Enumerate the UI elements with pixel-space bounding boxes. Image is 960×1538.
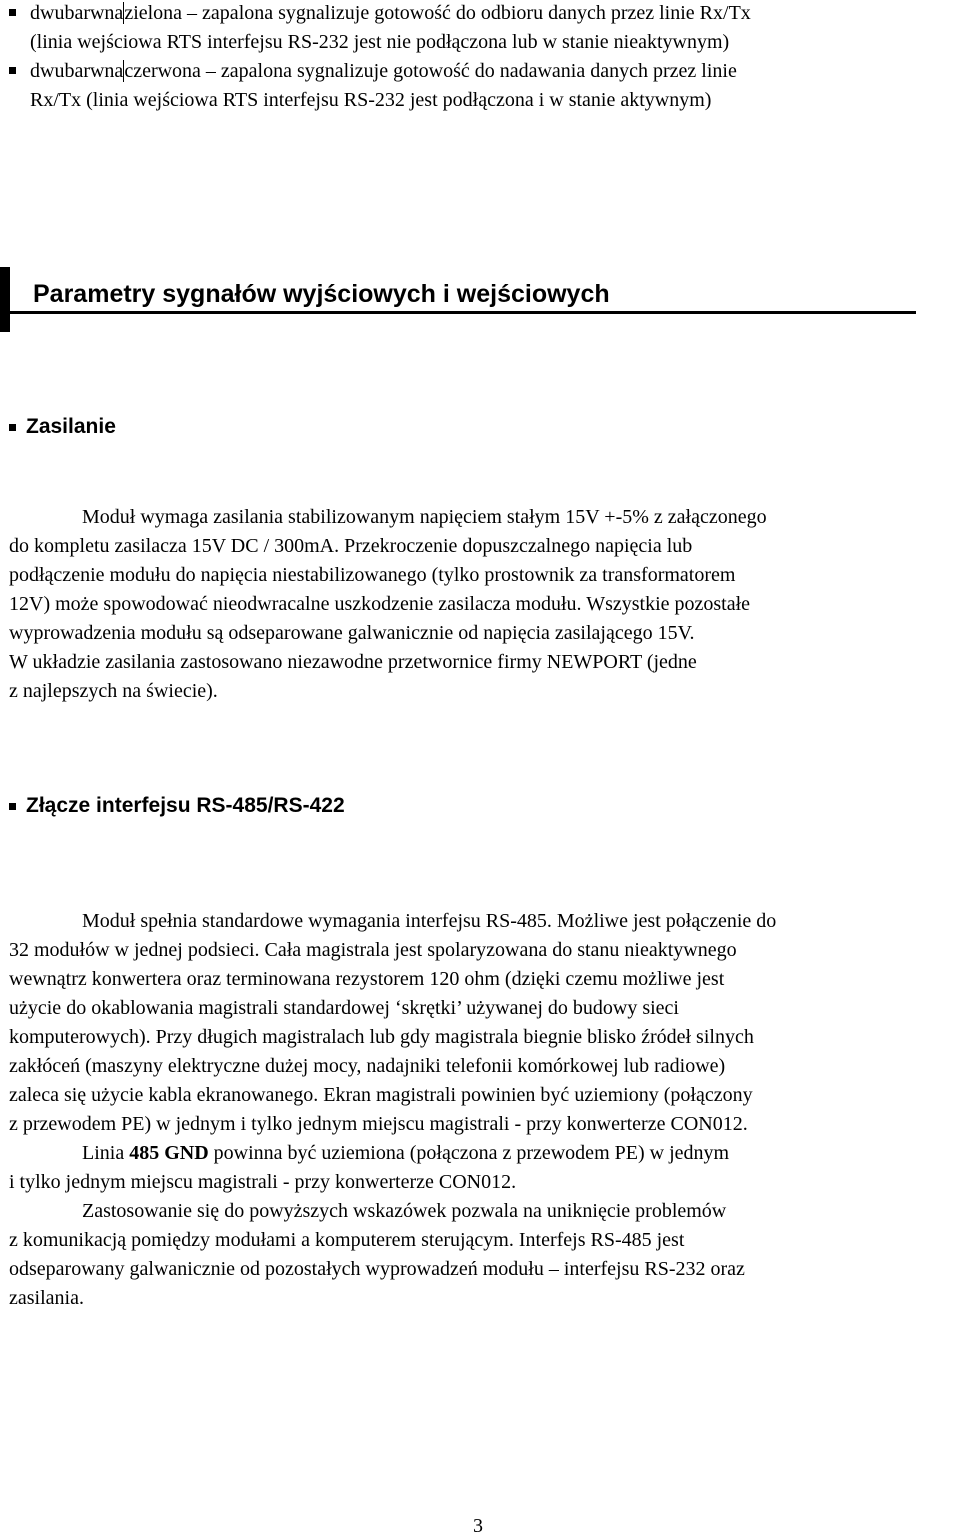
power-line-5: wyprowadzenia modułu są odseparowane galwanicznie od napięcia zasilającego 15V. bbox=[9, 622, 695, 644]
rs485-para1-line-1: Moduł spełnia standardowe wymagania interfejsu RS-485. Możliwe jest połączenie do bbox=[82, 910, 777, 932]
power-line-6: W układzie zasilania zastosowano niezawodne przetwornice firmy NEWPORT (jedne bbox=[9, 651, 697, 673]
intro-bullet-1-line1: dwubarwnazielona – zapalona sygnalizuje gotowość do odbioru danych przez linie Rx/Tx bbox=[30, 2, 751, 24]
power-line-1: Moduł wymaga zasilania stabilizowanym napięciem stałym 15V +-5% z załączonego bbox=[82, 506, 767, 528]
page-number: 3 bbox=[473, 1515, 483, 1537]
bullet-square-icon bbox=[9, 9, 16, 16]
intro-bullet-1-line2: (linia wejściowa RTS interfejsu RS-232 jest nie podłączona lub w stanie nieaktywnym) bbox=[30, 31, 730, 53]
rs485-para1-line-5: komputerowych). Przy długich magistralach lub gdy magistrala biegnie blisko źródeł silnych bbox=[9, 1026, 754, 1048]
power-title: Zasilanie bbox=[26, 415, 116, 438]
intro-bullet-2-line1: dwubarwnaczerwona – zapalona sygnalizuje gotowość do nadawania danych przez linie bbox=[30, 60, 737, 82]
rs485-para1-line-4: użycie do okablowania magistrali standardowej ‘skrętki’ używanej do budowy sieci bbox=[9, 997, 679, 1019]
power-line-2: do kompletu zasilacza 15V DC / 300mA. Przekroczenie dopuszczalnego napięcia lub bbox=[9, 535, 693, 557]
rs485-title: Złącze interfejsu RS-485/RS-422 bbox=[26, 794, 345, 817]
power-line-3: podłączenie modułu do napięcia niestabilizowanego (tylko prostownik za transformatorem bbox=[9, 564, 736, 586]
bullet-square-icon bbox=[9, 424, 16, 431]
rs485-para1-line-8: z przewodem PE) w jednym i tylko jednym miejscu magistrali - przy konwerterze CON012. bbox=[9, 1113, 748, 1135]
rs485-para1-line-3: wewnątrz konwertera oraz terminowana rezystorem 120 ohm (dzięki czemu możliwe jest bbox=[9, 968, 725, 990]
rs485-para1-line-7: zaleca się użycie kabla ekranowanego. Ekran magistrali powinien być uziemiony (połączony bbox=[9, 1084, 753, 1106]
rs485-para2-line-2: i tylko jednym miejscu magistrali - przy konwerterze CON012. bbox=[9, 1171, 517, 1193]
rs485-para1-line-6: zakłóceń (maszyny elektryczne dużej mocy, nadajniki telefonii komórkowej lub radiowe) bbox=[9, 1055, 726, 1077]
bullet-square-icon bbox=[9, 67, 16, 74]
heading-bar bbox=[0, 267, 10, 332]
power-line-4: 12V) może spowodować nieodwracalne uszkodzenie zasilacza modułu. Wszystkie pozostałe bbox=[9, 593, 751, 615]
rs485-para3-line-1: Zastosowanie się do powyższych wskazówek pozwala na uniknięcie problemów bbox=[82, 1200, 727, 1222]
rs485-para3-line-3: odseparowany galwanicznie od pozostałych wyprowadzeń modułu – interfejsu RS-232 oraz bbox=[9, 1258, 745, 1280]
heading-underline bbox=[10, 311, 916, 314]
rs485-para2-line-1: Linia 485 GND powinna być uziemiona (połączona z przewodem PE) w jednym bbox=[82, 1142, 730, 1164]
bullet-square-icon bbox=[9, 803, 16, 810]
gnd-label: 485 GND bbox=[129, 1142, 209, 1164]
rs485-para3-line-2: z komunikacją pomiędzy modułami a komputerem sterującym. Interfejs RS-485 jest bbox=[9, 1229, 685, 1251]
intro-bullet-2-line2: Rx/Tx (linia wejściowa RTS interfejsu RS-232 jest podłączona i w stanie aktywnym) bbox=[30, 89, 712, 111]
rs485-para1-line-2: 32 modułów w jednej podsieci. Cała magistrala jest spolaryzowana do stanu nieaktywnego bbox=[9, 939, 737, 961]
section-title: Parametry sygnałów wyjściowych i wejściowych bbox=[33, 280, 610, 308]
rs485-para3-line-4: zasilania. bbox=[9, 1287, 84, 1309]
power-line-7: z najlepszych na świecie). bbox=[9, 680, 218, 702]
